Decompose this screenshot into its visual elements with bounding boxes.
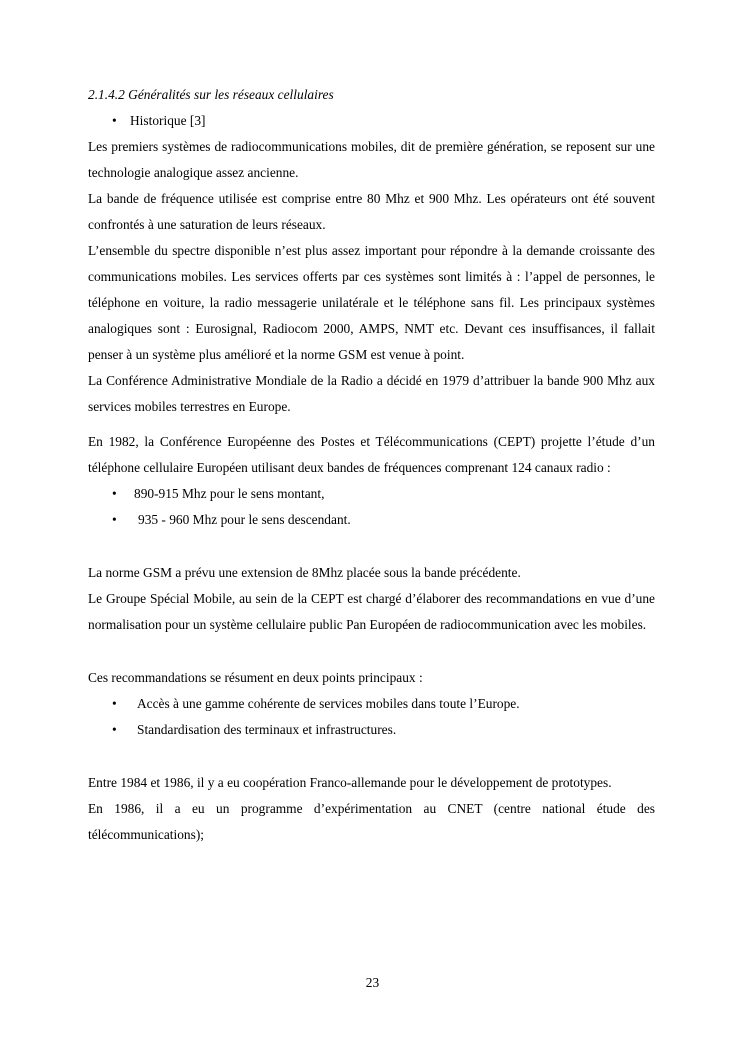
paragraph: La Conférence Administrative Mondiale de la Radio a décidé en 1979 d’attribuer la bande 900 Mhz aux services mobiles terrestres en Europe.	[88, 373, 655, 414]
section-title: 2.1.4.2 Généralités sur les réseaux cellulaires	[88, 87, 334, 102]
paragraph: Entre 1984 et 1986, il y a eu coopération Franco-allemande pour le développement de prototypes.	[88, 775, 612, 790]
bullet-icon: •	[112, 722, 117, 737]
paragraph: Les premiers systèmes de radiocommunications mobiles, dit de première génération, se reposent sur une technologie analogique assez ancienne.	[88, 139, 655, 180]
document-body	[88, 82, 655, 848]
list-item	[88, 108, 655, 134]
paragraph: Le Groupe Spécial Mobile, au sein de la CEPT est chargé d’élaborer des recommandations en vue d’une normalisation pour un système cellulaire public Pan Européen de radiocommunication avec les mobiles.	[88, 591, 655, 632]
list-item	[88, 717, 655, 743]
recommendations-list	[88, 691, 655, 743]
bullet-icon: •	[112, 113, 117, 128]
paragraph: La bande de fréquence utilisée est comprise entre 80 Mhz et 900 Mhz. Les opérateurs ont été souvent confrontés à une saturation de leurs réseaux.	[88, 191, 655, 232]
paragraph: La norme GSM a prévu une extension de 8Mhz placée sous la bande précédente.	[88, 565, 521, 580]
list-item	[88, 507, 655, 533]
band-text: 890-915 Mhz pour le sens montant,	[134, 486, 325, 501]
bullet-icon: •	[112, 696, 117, 711]
list-item	[88, 481, 655, 507]
bullet-icon: •	[112, 486, 117, 501]
recommendation-text: Standardisation des terminaux et infrastructures.	[137, 722, 397, 737]
paragraph: L’ensemble du spectre disponible n’est plus assez important pour répondre à la demande croissante des communications mobiles. Les services offerts par ces systèmes sont limités à : l’appel de personnes, le téléphone en voiture, la radio messagerie unilatérale et le téléphone sans fil. Les principaux systèmes analogiques sont : Eurosignal, Radiocom 2000, AMPS, NMT etc. Devant ces insuffisances, il fallait penser à un système plus amélioré et la norme GSM est venue à point.	[88, 243, 655, 362]
historique-label: Historique [3]	[130, 113, 206, 128]
recommendation-text: Accès à une gamme cohérente de services mobiles dans toute l’Europe.	[137, 696, 520, 711]
paragraph: En 1982, la Conférence Européenne des Postes et Télécommunications (CEPT) projette l’étude d’un téléphone cellulaire Européen utilisant deux bandes de fréquences comprenant 124 canaux radio :	[88, 434, 655, 475]
list-item	[88, 691, 655, 717]
band-text: 935 - 960 Mhz pour le sens descendant.	[138, 512, 351, 527]
page-number: 23	[365, 975, 380, 990]
bands-list	[88, 481, 655, 533]
paragraph: Ces recommandations se résument en deux points principaux :	[88, 670, 423, 685]
bullet-icon: •	[112, 512, 117, 527]
historique-list	[88, 108, 655, 134]
paragraph: En 1986, il a eu un programme d’expérimentation au CNET (centre national étude des télécommunications);	[88, 801, 655, 842]
